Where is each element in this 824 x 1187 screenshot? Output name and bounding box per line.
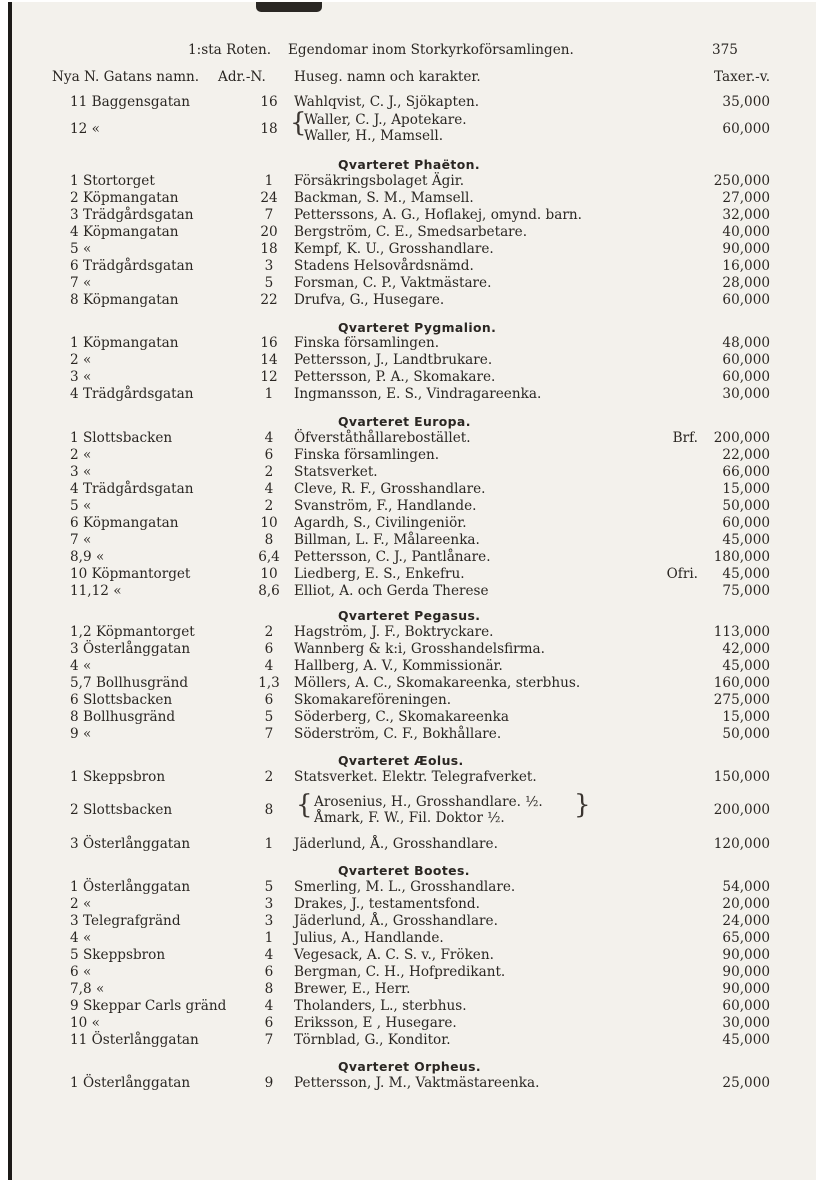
address-cell: 5 Skeppsbron	[70, 947, 166, 963]
address-cell: 5,7 Bollhusgränd	[70, 675, 189, 691]
number-cell: 1	[264, 173, 274, 189]
value-cell: 90,000	[722, 981, 770, 997]
address-cell: 4 Trädgårdsgatan	[70, 386, 194, 402]
number-cell: 3	[264, 896, 274, 912]
address-cell: 10 «	[70, 1015, 100, 1031]
owner-cell: Skomakareföreningen.	[294, 692, 452, 708]
number-cell: 8,6	[258, 583, 280, 599]
owner-cell: Söderström, C. F., Bokhållare.	[294, 726, 502, 742]
value-cell: 160,000	[713, 675, 770, 691]
owner-cell: Drakes, J., testamentsfond.	[294, 896, 480, 912]
value-cell: 48,000	[722, 335, 770, 351]
owner-cell: Bergman, C. H., Hofpredikant.	[294, 964, 506, 980]
brace-open: {	[290, 108, 307, 138]
value-cell: 50,000	[722, 498, 770, 514]
address-cell: 8 Bollhusgränd	[70, 709, 176, 725]
value-cell: 200,000	[713, 802, 770, 818]
number-cell: 2	[264, 769, 274, 785]
value-cell: 15,000	[722, 709, 770, 725]
value-cell: 30,000	[722, 1015, 770, 1031]
address-cell: 2 Köpmangatan	[70, 190, 179, 206]
address-cell: 4 «	[70, 658, 92, 674]
page-subject: Egendomar inom Storkyrkoförsamlingen.	[288, 42, 574, 58]
address-cell: 10 Köpmantorget	[70, 566, 191, 582]
column-header-address: Nya N. Gatans namn.	[52, 69, 200, 85]
number-cell: 4	[264, 998, 274, 1014]
number-cell: 7	[264, 726, 274, 742]
page-number: 375	[712, 42, 738, 58]
address-cell: 6 Slottsbacken	[70, 692, 173, 708]
value-cell: 60,000	[722, 121, 770, 137]
value-cell: 16,000	[722, 258, 770, 274]
address-cell: 11 Baggensgatan	[70, 94, 191, 110]
value-cell: 60,000	[722, 352, 770, 368]
number-cell: 24	[260, 190, 278, 206]
owner-cell: Jäderlund, Å., Grosshandlare.	[294, 913, 498, 929]
owner-cell: Wahlqvist, C. J., Sjökapten.	[294, 94, 480, 110]
number-cell: 6	[264, 447, 274, 463]
section-title: 1:sta Roten.	[188, 42, 272, 58]
address-cell: 12 «	[70, 121, 100, 137]
number-cell: 12	[260, 369, 278, 385]
address-cell: 11,12 «	[70, 583, 122, 599]
owner-cell: Smerling, M. L., Grosshandlare.	[294, 879, 516, 895]
value-cell: 54,000	[722, 879, 770, 895]
owner-cell: Pettersson, J., Landtbrukare.	[294, 352, 493, 368]
number-cell: 4	[264, 947, 274, 963]
value-cell: 50,000	[722, 726, 770, 742]
value-cell: 22,000	[722, 447, 770, 463]
brace-open: {	[296, 790, 313, 820]
block-title: Qvarteret Europa.	[338, 414, 471, 429]
value-cell: 28,000	[722, 275, 770, 291]
number-cell: 10	[260, 566, 278, 582]
address-cell: 9 «	[70, 726, 92, 742]
address-cell: 1 Stortorget	[70, 173, 155, 189]
owner-cell: Forsman, C. P., Vaktmästare.	[294, 275, 492, 291]
number-cell: 20	[260, 224, 278, 240]
number-cell: 5	[264, 275, 274, 291]
owner-cell: Wannberg & k:i, Grosshandelsfirma.	[294, 641, 545, 657]
value-cell: 150,000	[713, 769, 770, 785]
number-cell: 14	[260, 352, 278, 368]
address-cell: 3 Trädgårdsgatan	[70, 207, 194, 223]
number-cell: 16	[260, 335, 278, 351]
number-cell: 1	[264, 386, 274, 402]
value-cell: 45,000	[722, 658, 770, 674]
value-cell: 24,000	[722, 913, 770, 929]
owner-cell: Stadens Helsovårdsnämd.	[294, 258, 474, 274]
owner-cell: Försäkringsbolaget Ägir.	[294, 173, 465, 189]
value-cell: 40,000	[722, 224, 770, 240]
owner-cell: Waller, C. J., Apotekare.	[304, 112, 467, 128]
address-cell: 2 «	[70, 352, 92, 368]
owner-cell: Drufva, G., Husegare.	[294, 292, 445, 308]
owner-cell: Jäderlund, Å., Grosshandlare.	[294, 836, 498, 852]
value-cell: 35,000	[722, 94, 770, 110]
number-cell: 1	[264, 836, 274, 852]
number-cell: 5	[264, 879, 274, 895]
owner-cell: Liedberg, E. S., Enkefru.	[294, 566, 465, 582]
block-title: Qvarteret Pygmalion.	[338, 320, 497, 335]
address-cell: 2 «	[70, 896, 92, 912]
number-cell: 7	[264, 1032, 274, 1048]
owner-cell: Elliot, A. och Gerda Therese	[294, 583, 489, 599]
block-title: Qvarteret Orpheus.	[338, 1059, 482, 1074]
number-cell: 6	[264, 692, 274, 708]
number-cell: 10	[260, 515, 278, 531]
owner-cell: Cleve, R. F., Grosshandlare.	[294, 481, 486, 497]
owner-cell: Finska församlingen.	[294, 447, 440, 463]
value-cell: 250,000	[713, 173, 770, 189]
number-cell: 2	[264, 464, 274, 480]
value-cell: 30,000	[722, 386, 770, 402]
owner-cell: Waller, H., Mamsell.	[304, 128, 444, 144]
address-cell: 4 «	[70, 930, 92, 946]
address-cell: 8,9 «	[70, 549, 105, 565]
address-cell: 7,8 «	[70, 981, 105, 997]
address-cell: 3 Telegrafgränd	[70, 913, 181, 929]
owner-cell: Pettersson, J. M., Vaktmästareenka.	[294, 1075, 540, 1091]
scan-clip	[256, 2, 322, 12]
value-cell: 90,000	[722, 947, 770, 963]
address-cell: 1 Slottsbacken	[70, 430, 173, 446]
number-cell: 22	[260, 292, 278, 308]
owner-cell: Hallberg, A. V., Kommissionär.	[294, 658, 503, 674]
block-title: Qvarteret Pegasus.	[338, 608, 481, 623]
owner-cell: Brewer, E., Herr.	[294, 981, 411, 997]
number-cell: 5	[264, 709, 274, 725]
number-cell: 6	[264, 641, 274, 657]
address-cell: 1 Österlånggatan	[70, 1075, 191, 1091]
owner-cell: Eriksson, E , Husegare.	[294, 1015, 457, 1031]
number-cell: 3	[264, 913, 274, 929]
value-cell: 60,000	[722, 515, 770, 531]
owner-cell: Tholanders, L., sterbhus.	[294, 998, 467, 1014]
brace-close: }	[574, 790, 591, 820]
number-cell: 2	[264, 498, 274, 514]
number-cell: 18	[260, 241, 278, 257]
value-cell: 60,000	[722, 998, 770, 1014]
owner-cell: Agardh, S., Civilingeniör.	[294, 515, 467, 531]
owner-cell: Möllers, A. C., Skomakareenka, sterbhus.	[294, 675, 581, 691]
mark-cell: Brf.	[672, 430, 698, 446]
scan-edge	[8, 2, 12, 1180]
number-cell: 8	[264, 532, 274, 548]
address-cell: 2 «	[70, 447, 92, 463]
block-title: Qvarteret Phaëton.	[338, 157, 480, 172]
owner-cell: Pettersson, C. J., Pantlånare.	[294, 549, 491, 565]
address-cell: 1 Österlånggatan	[70, 879, 191, 895]
owner-cell: Ingmansson, E. S., Vindragareenka.	[294, 386, 542, 402]
address-cell: 7 «	[70, 275, 92, 291]
owner-cell: Kempf, K. U., Grosshandlare.	[294, 241, 494, 257]
address-cell: 2 Slottsbacken	[70, 802, 173, 818]
number-cell: 1	[264, 930, 274, 946]
number-cell: 16	[260, 94, 278, 110]
address-cell: 3 «	[70, 464, 92, 480]
value-cell: 45,000	[722, 532, 770, 548]
address-cell: 1 Köpmangatan	[70, 335, 179, 351]
owner-cell: Öfverståthållarebostället.	[294, 430, 471, 446]
number-cell: 2	[264, 624, 274, 640]
owner-cell: Julius, A., Handlande.	[294, 930, 444, 946]
value-cell: 75,000	[722, 583, 770, 599]
number-cell: 8	[264, 802, 274, 818]
value-cell: 90,000	[722, 964, 770, 980]
value-cell: 60,000	[722, 292, 770, 308]
value-cell: 20,000	[722, 896, 770, 912]
column-header-number: Adr.-N.	[218, 69, 266, 85]
value-cell: 120,000	[713, 836, 770, 852]
address-cell: 7 «	[70, 532, 92, 548]
owner-cell: Vegesack, A. C. S. v., Fröken.	[294, 947, 494, 963]
value-cell: 60,000	[722, 369, 770, 385]
number-cell: 4	[264, 481, 274, 497]
address-cell: 6 Köpmangatan	[70, 515, 179, 531]
number-cell: 8	[264, 981, 274, 997]
owner-cell: Statsverket. Elektr. Telegrafverket.	[294, 769, 537, 785]
address-cell: 3 Österlånggatan	[70, 836, 191, 852]
owner-cell: Arosenius, H., Grosshandlare. ½.	[314, 794, 543, 810]
owner-cell: Hagström, J. F., Boktryckare.	[294, 624, 494, 640]
value-cell: 15,000	[722, 481, 770, 497]
number-cell: 9	[264, 1075, 274, 1091]
address-cell: 5 «	[70, 498, 92, 514]
address-cell: 4 Köpmangatan	[70, 224, 179, 240]
number-cell: 4	[264, 430, 274, 446]
number-cell: 6	[264, 1015, 274, 1031]
block-title: Qvarteret Bootes.	[338, 863, 470, 878]
owner-cell: Söderberg, C., Skomakareenka	[294, 709, 509, 725]
block-title: Qvarteret Æolus.	[338, 753, 464, 768]
value-cell: 27,000	[722, 190, 770, 206]
address-cell: 3 Österlånggatan	[70, 641, 191, 657]
value-cell: 42,000	[722, 641, 770, 657]
number-cell: 3	[264, 258, 274, 274]
owner-cell: Backman, S. M., Mamsell.	[294, 190, 474, 206]
address-cell: 1 Skeppsbron	[70, 769, 166, 785]
address-cell: 5 «	[70, 241, 92, 257]
number-cell: 7	[264, 207, 274, 223]
address-cell: 9 Skeppar Carls gränd	[70, 998, 227, 1014]
address-cell: 6 «	[70, 964, 92, 980]
owner-cell: Petterssons, A. G., Hoflakej, omynd. barn.	[294, 207, 582, 223]
value-cell: 45,000	[722, 566, 770, 582]
owner-cell: Bergström, C. E., Smedsarbetare.	[294, 224, 528, 240]
number-cell: 1,3	[258, 675, 280, 691]
number-cell: 6,4	[258, 549, 280, 565]
owner-cell: Törnblad, G., Konditor.	[294, 1032, 451, 1048]
number-cell: 6	[264, 964, 274, 980]
value-cell: 90,000	[722, 241, 770, 257]
address-cell: 8 Köpmangatan	[70, 292, 179, 308]
number-cell: 4	[264, 658, 274, 674]
owner-cell: Svanström, F., Handlande.	[294, 498, 477, 514]
value-cell: 45,000	[722, 1032, 770, 1048]
address-cell: 3 «	[70, 369, 92, 385]
column-header-value: Taxer.-v.	[714, 69, 771, 85]
mark-cell: Ofri.	[666, 566, 698, 582]
value-cell: 200,000	[713, 430, 770, 446]
value-cell: 180,000	[713, 549, 770, 565]
column-header-owner: Huseg. namn och karakter.	[294, 69, 481, 85]
value-cell: 65,000	[722, 930, 770, 946]
owner-cell: Åmark, F. W., Fil. Doktor ½.	[314, 810, 505, 826]
document-page	[8, 2, 816, 1180]
owner-cell: Billman, L. F., Målareenka.	[294, 532, 480, 548]
value-cell: 25,000	[722, 1075, 770, 1091]
owner-cell: Finska församlingen.	[294, 335, 440, 351]
value-cell: 113,000	[713, 624, 770, 640]
address-cell: 4 Trädgårdsgatan	[70, 481, 194, 497]
address-cell: 6 Trädgårdsgatan	[70, 258, 194, 274]
address-cell: 1,2 Köpmantorget	[70, 624, 195, 640]
value-cell: 32,000	[722, 207, 770, 223]
number-cell: 18	[260, 121, 278, 137]
address-cell: 11 Österlånggatan	[70, 1032, 199, 1048]
owner-cell: Statsverket.	[294, 464, 378, 480]
value-cell: 66,000	[722, 464, 770, 480]
owner-cell: Pettersson, P. A., Skomakare.	[294, 369, 496, 385]
value-cell: 275,000	[713, 692, 770, 708]
